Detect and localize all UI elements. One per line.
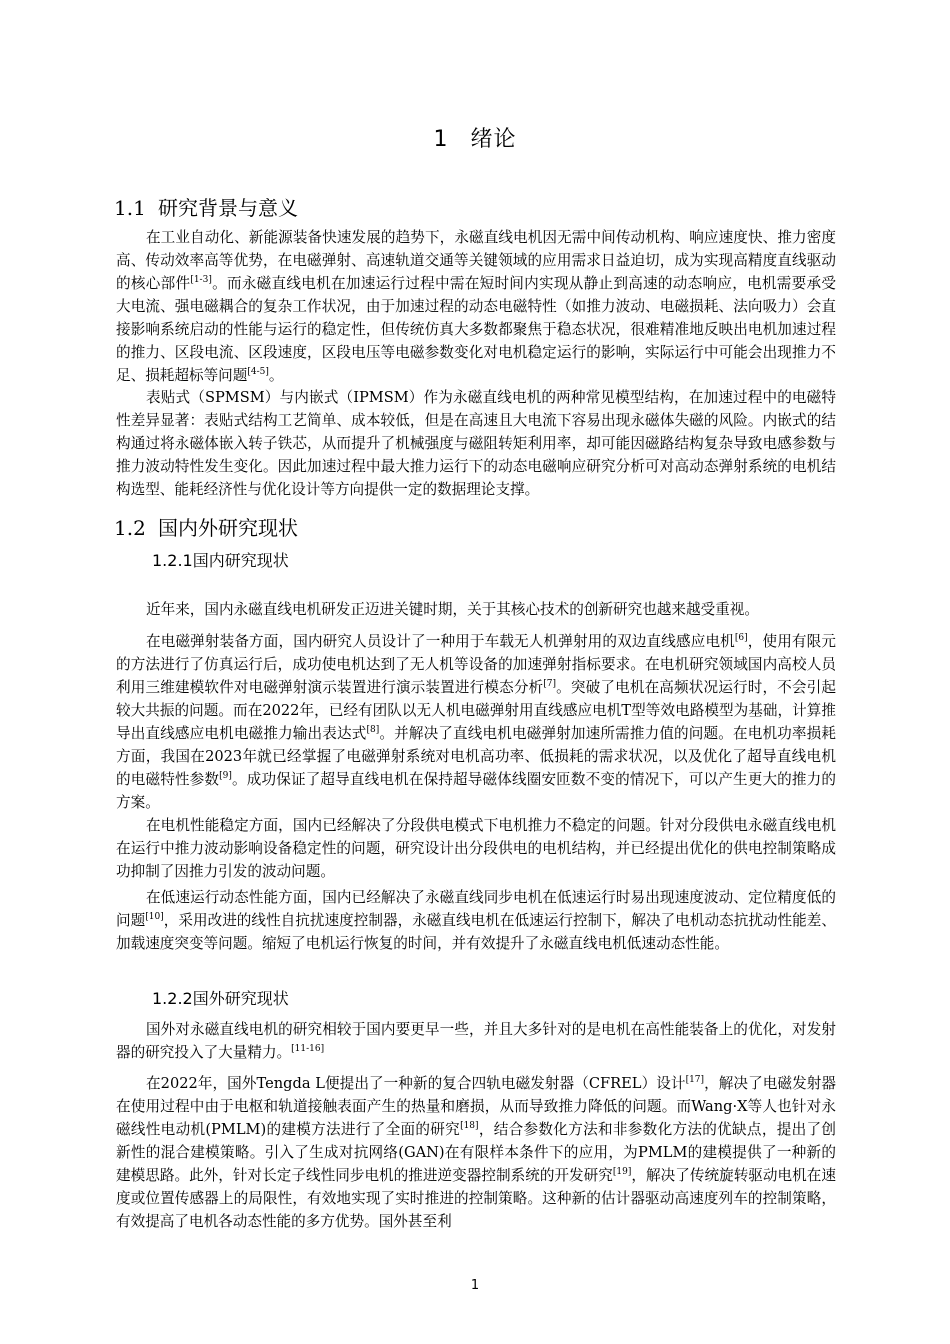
section-number: 1.2: [114, 516, 146, 540]
text-run: ，解决了传统旋转驱动电机在速度或位置传感器上的局限性，有效地实现了实时推进的控制策略。这种新的估计器驱动高速度列车的控制策略，有效提高了电机各动态性能的多方优势。国外甚至利: [116, 1167, 836, 1230]
paragraph-background-2: 表贴式（SPMSM）与内嵌式（IPMSM）作为永磁直线电机的两种常见模型结构，在加速过程中的电磁特性差异显著：表贴式结构工艺简单、成本较低，但是在高速且大电流下容易出现永磁体失磁的风险。内嵌式的结构通过将永磁体嵌入转子铁芯，从而提升了机械强度与磁阻转矩利用率，却可能因磁路结构复杂导致电感参数与推力波动特性发生变化。因此加速过程中最大推力运行下的动态电磁响应研究分析可对高动态弹射系统的电机结构选型、能耗经济性与优化设计等方向提供一定的数据理论支撑。: [116, 389, 836, 498]
text-run: 。成功保证了超导直线电机在保持超导磁体线圈安匝数不变的情况下，可以产生更大的推力的方案。: [116, 771, 836, 811]
citation: [9]: [219, 771, 232, 781]
citation: [18]: [460, 1121, 479, 1131]
subsection-heading-1-2-1: 1.2.1国内研究现状: [152, 551, 289, 570]
text-run: ，使用有限元的方法进行了仿真运行后，成功使电机达到了无人机等设备的加速弹射指标要求。在电机研究领域国内高校人员利用三维建模软件对电磁弹射演示装置进行演示装置进行模态分析: [116, 633, 836, 696]
chapter-number: 1: [433, 127, 449, 152]
section-heading-1-1: [114, 192, 298, 221]
page-number: 1: [470, 1278, 480, 1293]
text-run: 国外对永磁直线电机的研究相较于国内要更早一些，并且大多针对的是电机在高性能装备上的优化，对发射器的研究投入了大量精力。: [116, 1021, 836, 1061]
text-run: ，结合参数化方法和非参数化方法的优缺点，提出了创新性的混合建模策略。引入了生成对抗网络(GAN)在有限样本条件下的应用，为PMLM的建模提供了一种新的建模思路。此外，针对长定子线性同步电机的推进逆变器控制系统的开发研究: [116, 1121, 836, 1184]
section-heading-1-2: [114, 512, 298, 541]
citation: [8]: [366, 725, 380, 735]
text-run: 在低速运行动态性能方面，国内已经解决了永磁直线同步电机在低速运行时易出现速度波动、定位精度低的问题: [116, 889, 836, 929]
text-run: 。: [268, 367, 284, 384]
paragraph-domestic-1: 近年来，国内永磁直线电机研发正迈进关键时期，关于其核心技术的创新研究也越来越受重视。: [146, 601, 759, 618]
citation: [19]: [612, 1167, 632, 1177]
paragraph-domestic-2: [116, 630, 836, 814]
chapter-title-text: 绪论: [470, 127, 517, 152]
chapter-title: [0, 122, 950, 153]
paragraph-foreign-2: [116, 1072, 836, 1233]
text-run: 在电磁弹射装备方面，国内研究人员设计了一种用于车载无人机弹射用的双边直线感应电机: [146, 633, 735, 650]
text-run: 在工业自动化、新能源装备快速发展的趋势下，永磁直线电机因无需中间传动机构、响应速度快、推力密度高、传动效率高等优势，在电磁弹射、高速轨道交通等关键领域的应用需求日益迫切，成为实现高精度直线驱动的核心部件: [116, 229, 836, 292]
citation: [17]: [685, 1075, 705, 1085]
text-run: 。突破了电机在高频状况运行时，不会引起较大共振的问题。而在2022年，已经有团队以无人机电磁弹射用直线感应电机T型等效电路模型为基础，计算推导出直线感应电机电磁推力输出表达式: [116, 679, 836, 742]
section-number: 1.1: [114, 196, 146, 220]
citation: [6]: [734, 633, 748, 643]
subsection-heading-1-2-2: 1.2.2国外研究现状: [152, 989, 289, 1008]
citation: [11-16]: [291, 1044, 325, 1054]
paragraph-domestic-4: [116, 886, 836, 955]
section-title: 国内外研究现状: [158, 516, 298, 540]
text-run: 。而永磁直线电机在加速运行过程中需在短时间内实现从静止到高速的动态响应，电机需要承受大电流、强电磁耦合的复杂工作状况，由于加速过程的动态电磁特性（如推力波动、电磁损耗、法向吸力）会直接影响系统启动的性能与运行的稳定性，但传统仿真大多数都聚焦于稳态状况，很难精准地反映出电机加速过程的推力、区段电流、区段速度，区段电压等电磁参数变化对电机稳定运行的影响，实际运行中可能会出现推力不足、损耗超标等问题: [116, 275, 836, 384]
paragraph-domestic-3: 在电机性能稳定方面，国内已经解决了分段供电模式下电机推力不稳定的问题。针对分段供电永磁直线电机在运行中推力波动影响设备稳定性的问题，研究设计出分段供电的电机结构，并已经提出优化的供电控制策略成功抑制了因推力引发的波动问题。: [116, 817, 836, 880]
text-run: 在2022年，国外Tengda L便提出了一种新的复合四轨电磁发射器（CFREL）设计: [146, 1075, 686, 1092]
text-run: ，采用改进的线性自抗扰速度控制器，永磁直线电机在低速运行控制下，解决了电机动态抗扰动性能差、加载速度突变等问题。缩短了电机运行恢复的时间，并有效提升了永磁直线电机低速动态性能。: [116, 912, 836, 952]
paragraph-background-1: [116, 226, 836, 387]
citation: [4-5]: [247, 367, 269, 377]
citation: [7]: [543, 679, 557, 689]
paragraph-foreign-1: [116, 1018, 836, 1064]
citation: [1-3]: [190, 275, 212, 285]
text-run: 。并解决了直线电机电磁弹射加速所需推力值的问题。在电机功率损耗方面，我国在2023年就已经掌握了电磁弹射系统对电机高功率、低损耗的需求状况，以及优化了超导直线电机的电磁特性参数: [116, 725, 836, 788]
citation: [10]: [145, 912, 164, 922]
section-title: 研究背景与意义: [158, 196, 298, 220]
text-run: ，解决了电磁发射器在使用过程中由于电枢和轨道接触表面产生的热量和磨损，从而导致推力降低的问题。而Wang·X等人也针对永磁线性电动机(PMLM)的建模方法进行了全面的研究: [116, 1075, 836, 1138]
